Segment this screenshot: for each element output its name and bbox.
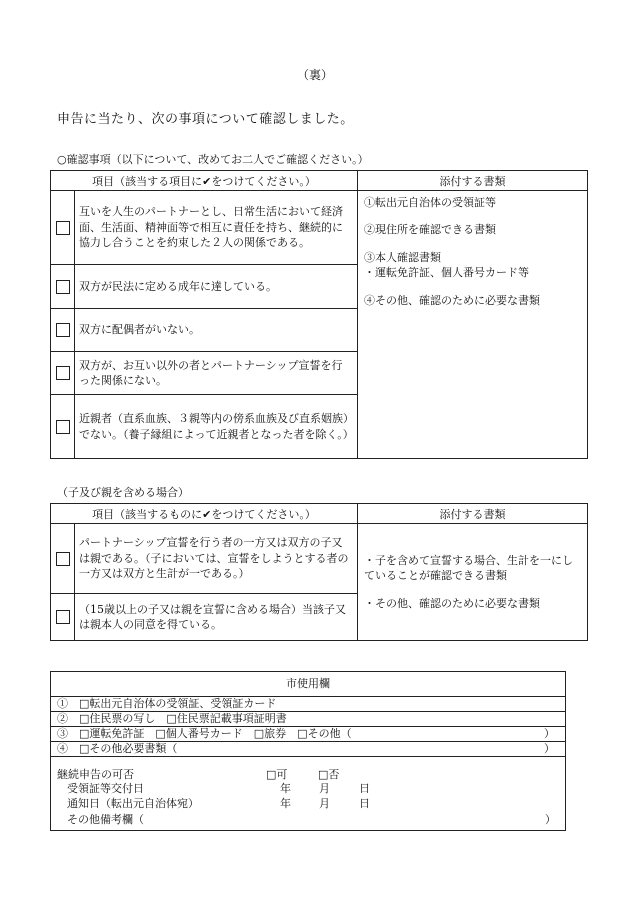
doc-item: ②現住所を確認できる書類 <box>364 223 496 237</box>
city-row-4 <box>51 742 565 757</box>
month-label: 月 <box>319 782 330 795</box>
checkbox-cell[interactable] <box>51 309 75 352</box>
reject-option[interactable]: □否 <box>318 768 340 781</box>
notice-date-label: 通知日（転出元自治体宛） <box>67 797 199 810</box>
checkbox[interactable] <box>56 610 70 624</box>
checkbox-cell[interactable] <box>51 594 75 641</box>
doc-item: ④その他、確認のために必要な書類 <box>364 293 540 307</box>
item-text: パートナーシップ宣誓を行う者の一方又は双方の子又は親である。（子においては、宣誓をしようとする者の一方又は双方と生計が一である。） <box>75 524 358 594</box>
page-marker: （裏） <box>296 68 333 82</box>
checkbox[interactable] <box>56 221 70 235</box>
checkbox-cell[interactable] <box>51 395 75 459</box>
row-text: ③ □運転免許証 □個人番号カード □旅券 □その他（ <box>57 727 352 740</box>
item-text: 双方が民法に定める成年に達している。 <box>75 265 358 309</box>
item-text: 双方が、お互い以外の者とパートナーシップ宣誓を行った関係にない。 <box>75 352 358 395</box>
item-text: 近親者（直系血族、３親等内の傍系血族及び直系姻族）でない。（養子縁組によって近親者となった者を除く。） <box>75 395 358 459</box>
checkbox-cell[interactable] <box>51 191 75 265</box>
row-text: ② □住民票の写し □住民票記載事項証明書 <box>57 712 287 725</box>
day-label: 日 <box>359 797 370 810</box>
city-row-2 <box>51 712 565 727</box>
confirmation-statement: 申告に当たり、次の事項について確認しました。 <box>57 112 354 127</box>
issue-date-label: 受領証等交付日 <box>67 782 144 795</box>
year-label: 年 <box>280 797 291 810</box>
city-row-1 <box>51 697 565 712</box>
item-text: 互いを人生のパートナーとし、日常生活において経済面、生活面、精神面等で相互に責任を持ち、継続的に協力し合うことを約束した２人の関係である。 <box>75 191 358 265</box>
approve-option[interactable]: □可 <box>266 768 288 781</box>
paren-close: ） <box>544 742 555 755</box>
docs-column-header: 添付する書類 <box>358 504 588 524</box>
item-text: （15歳以上の子又は親を宣誓に含める場合）当該子又は親本人の同意を得ている。 <box>75 594 358 641</box>
section2-title: （子及び親を含める場合） <box>57 486 189 499</box>
checkbox-cell[interactable] <box>51 265 75 309</box>
continuation-label: 継続申告の可否 <box>57 768 134 781</box>
doc-item: ・子を含めて宣誓する場合、生計を一にしていることが確認できる書類 <box>364 553 573 583</box>
checkbox[interactable] <box>56 280 70 294</box>
remarks-label: その他備考欄（ <box>67 813 144 826</box>
doc-subitem: ・運転免許証、個人番号カード等 <box>364 266 529 280</box>
checkbox[interactable] <box>56 323 70 337</box>
child-parent-table <box>50 503 588 641</box>
docs-column-header: 添付する書類 <box>358 171 588 191</box>
checkbox-cell[interactable] <box>51 352 75 395</box>
checkbox-cell[interactable] <box>51 524 75 594</box>
checkbox[interactable] <box>56 420 70 434</box>
doc-item: ①転出元自治体の受領証等 <box>364 196 496 209</box>
checkbox[interactable] <box>56 552 70 566</box>
docs-cell <box>358 524 588 641</box>
doc-item: ・その他、確認のために必要な書類 <box>364 596 540 610</box>
row-text: ① □転出元自治体の受領証、受領証カード <box>57 697 277 710</box>
city-row-3 <box>51 727 565 742</box>
checkbox[interactable] <box>56 366 70 380</box>
paren-close: ） <box>545 813 556 826</box>
item-text: 双方に配偶者がいない。 <box>75 309 358 352</box>
month-label: 月 <box>319 797 330 810</box>
paren-close: ） <box>544 727 555 740</box>
year-label: 年 <box>280 782 291 795</box>
day-label: 日 <box>359 782 370 795</box>
confirmation-table <box>50 170 588 459</box>
section1-title: ○確認事項（以下について、改めてお二人でご確認ください。） <box>57 153 369 166</box>
city-use-title: 市使用欄 <box>51 672 565 697</box>
items-column-header: 項目（該当する項目に✔をつけてください。） <box>51 171 358 191</box>
doc-item: ③本人確認書類 <box>364 250 441 264</box>
items-column-header: 項目（該当するものに✔をつけてください。） <box>51 504 358 524</box>
city-use-box <box>50 671 566 831</box>
row-text: ④ □その他必要書類（ <box>57 742 178 755</box>
docs-cell <box>358 191 588 459</box>
